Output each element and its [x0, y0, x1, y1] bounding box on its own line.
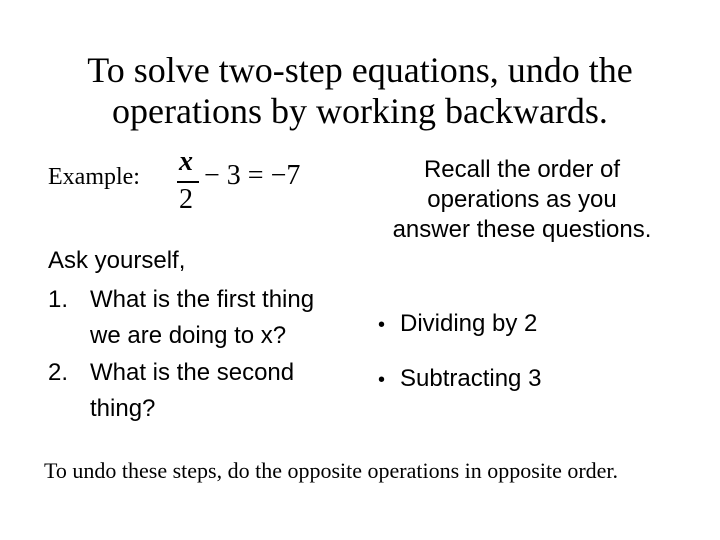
- example-fraction: [174, 146, 204, 218]
- example-label: Example:: [48, 164, 140, 190]
- ask-heading: Ask yourself,: [48, 247, 186, 274]
- question-2-line-2: thing?: [90, 395, 156, 422]
- question-2-number: 2.: [48, 359, 69, 386]
- question-1-line-2: we are doing to x?: [90, 322, 287, 349]
- recall-line-3: answer these questions.: [392, 216, 652, 243]
- bullet-2-glyph: •: [378, 369, 386, 391]
- recall-line-1: Recall the order of: [423, 156, 621, 183]
- bullet-2-text: Subtracting 3: [400, 365, 542, 392]
- question-2: [48, 355, 294, 427]
- bullet-1-glyph: •: [378, 314, 386, 336]
- answer-bullet-1: [378, 309, 537, 340]
- bullet-1-text: Dividing by 2: [400, 310, 538, 337]
- question-1: [48, 282, 314, 354]
- fraction-numerator: x: [179, 146, 193, 177]
- footer-note: To undo these steps, do the opposite operations in opposite order.: [44, 458, 619, 483]
- example-equation-rest: − 3 = −7: [204, 160, 301, 191]
- recall-note: [392, 155, 652, 245]
- fraction-bar: [177, 181, 199, 183]
- question-1-line-1: What is the first thing: [90, 286, 315, 313]
- fraction-denominator: 2: [179, 184, 193, 215]
- answer-bullet-2: [378, 364, 541, 395]
- question-2-line-1: What is the second: [90, 359, 295, 386]
- title-line-2: operations by working backwards.: [112, 91, 608, 131]
- question-1-number: 1.: [48, 286, 69, 313]
- title-line-1: To solve two-step equations, undo the: [87, 50, 633, 90]
- recall-line-2: operations as you: [427, 186, 617, 213]
- slide-title: [20, 50, 700, 132]
